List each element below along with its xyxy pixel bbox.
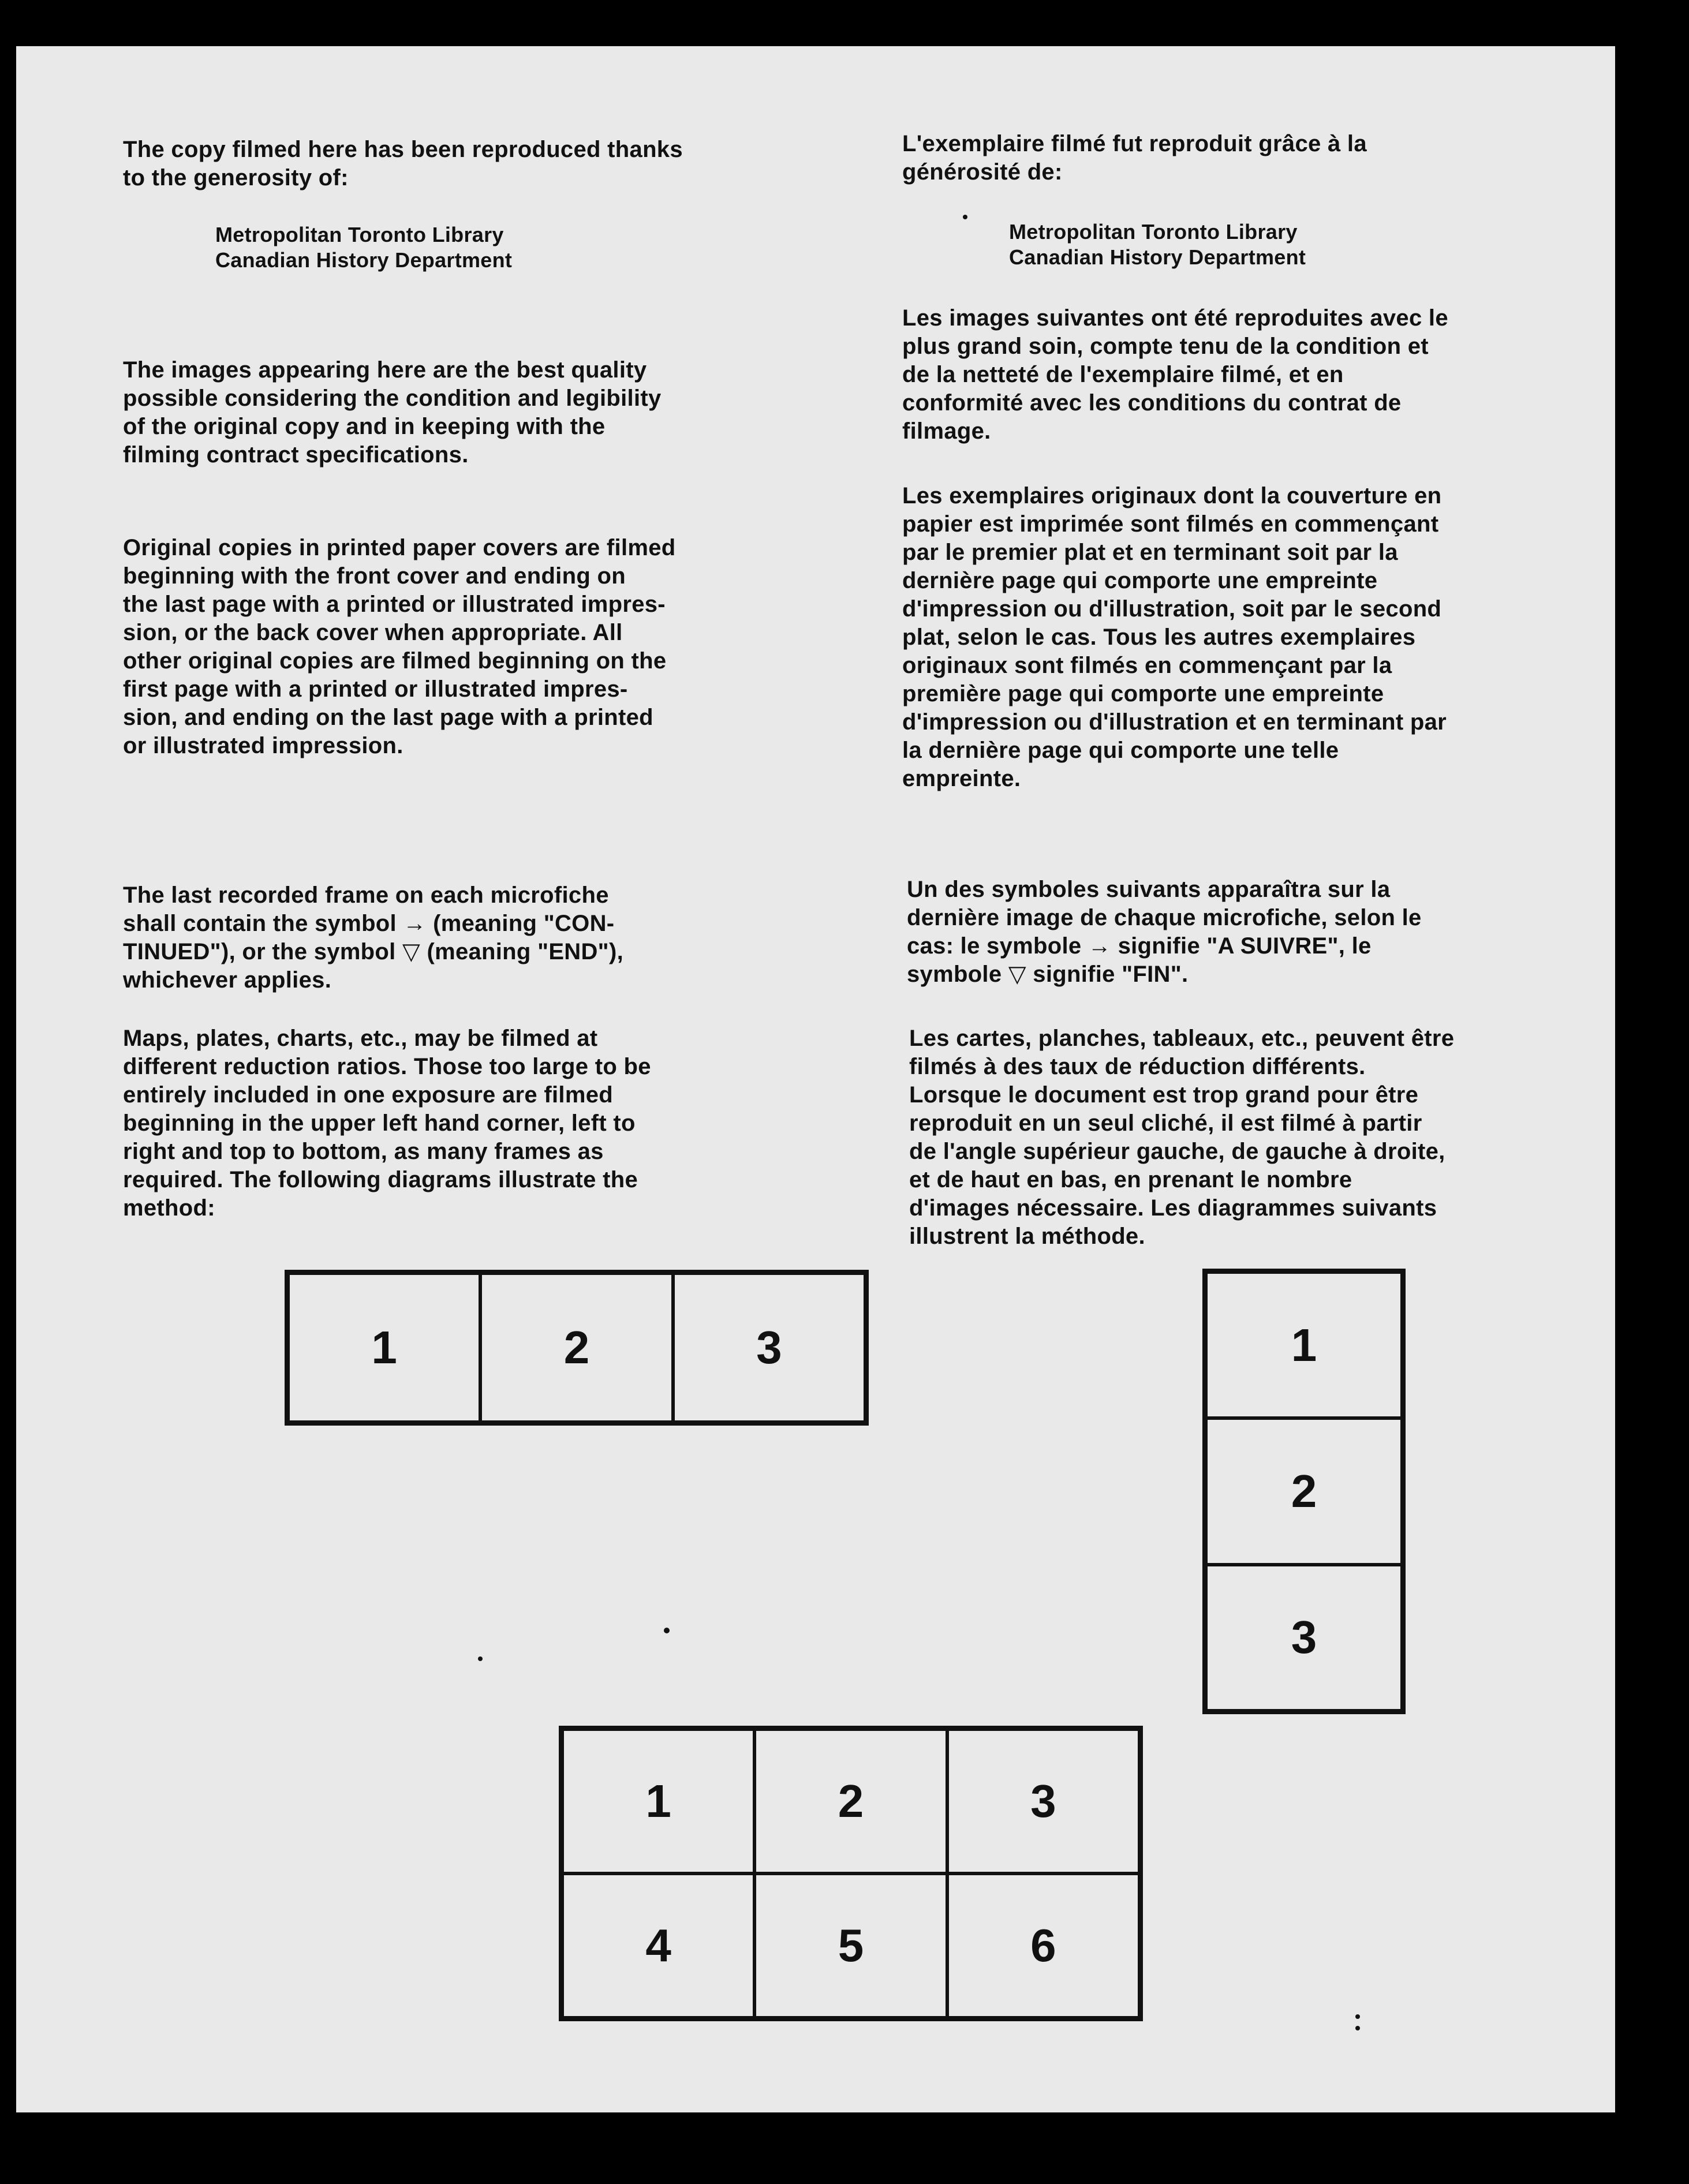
text-line: filmage.	[902, 418, 991, 444]
text-line: to the generosity of:	[123, 165, 349, 190]
frame-cell: 4	[562, 1873, 754, 2018]
text-line: whichever applies.	[123, 967, 332, 993]
text-line: Canadian History Department	[1009, 245, 1306, 269]
text-line: conformité avec les conditions du contrat de	[902, 390, 1402, 416]
text-span: symbole	[907, 962, 1008, 987]
frame-cell: 3	[1206, 1565, 1402, 1711]
scan-speck	[1355, 2026, 1360, 2030]
text-span: shall contain the symbol	[123, 911, 403, 936]
text-line: papier est imprimée sont filmés en commençant	[902, 511, 1439, 537]
frame-cell: 1	[288, 1273, 480, 1422]
scan-speck	[478, 1656, 483, 1661]
text-line: Original copies in printed paper covers are filmed	[123, 535, 676, 560]
text-line: d'impression ou d'illustration et en terminant par	[902, 709, 1447, 735]
library-credit-en	[123, 222, 937, 273]
maps-paragraph-fr	[909, 1024, 1602, 1251]
text-line: de l'angle supérieur gauche, de gauche à droite,	[909, 1139, 1445, 1164]
text-line: or illustrated impression.	[123, 733, 403, 758]
text-line: et de haut en bas, en prenant le nombre	[909, 1167, 1352, 1192]
continued-arrow-icon: →	[403, 911, 427, 936]
text-line: of the original copy and in keeping with the	[123, 414, 606, 439]
microfilm-page	[16, 46, 1615, 2112]
text-line: Les cartes, planches, tableaux, etc., peuvent être	[909, 1026, 1455, 1051]
frame-cell: 3	[947, 1729, 1139, 1873]
text-line: right and top to bottom, as many frames as	[123, 1139, 604, 1164]
text-line: entirely included in one exposure are filmed	[123, 1082, 613, 1108]
text-line: The last recorded frame on each microfiche	[123, 882, 609, 908]
text-line: la dernière page qui comporte une telle	[902, 738, 1339, 763]
text-line: d'impression ou d'illustration, soit par le second	[902, 596, 1442, 622]
frame-cell: 1	[1206, 1272, 1402, 1418]
text-span: signifie "FIN".	[1026, 962, 1189, 987]
text-line	[907, 932, 1600, 960]
text-line: method:	[123, 1195, 215, 1221]
maps-paragraph-en	[123, 1024, 844, 1222]
text-line: beginning in the upper left hand corner, left to	[123, 1110, 636, 1136]
text-line: different reduction ratios. Those too large to be	[123, 1054, 651, 1079]
text-line: dernière image de chaque microfiche, selon le	[907, 905, 1422, 930]
text-line: première page qui comporte une empreinte	[902, 681, 1384, 706]
text-line: reproduit en un seul cliché, il est filmé à partir	[909, 1110, 1422, 1136]
text-line: filmés à des taux de réduction différents.	[909, 1054, 1366, 1079]
text-line: par le premier plat et en terminant soit par la	[902, 540, 1398, 565]
text-line: Lorsque le document est trop grand pour être	[909, 1082, 1419, 1108]
text-line	[123, 938, 844, 966]
text-span: (meaning "CON-	[426, 911, 615, 936]
quality-paragraph-fr	[902, 304, 1595, 446]
text-line: the last page with a printed or illustrated impres-	[123, 592, 666, 617]
frame-cell: 3	[673, 1273, 865, 1422]
text-line: originaux sont filmés en commençant par la	[902, 653, 1392, 678]
text-line: The copy filmed here has been reproduced thanks	[123, 137, 683, 162]
symbol-paragraph-en	[123, 881, 844, 994]
text-line: illustrent la méthode.	[909, 1224, 1145, 1249]
text-line: Canadian History Department	[215, 248, 513, 272]
text-line: possible considering the condition and legibility	[123, 386, 662, 411]
text-line	[123, 910, 844, 938]
originals-paragraph-en	[123, 534, 844, 760]
frame-cell: 5	[754, 1873, 947, 2018]
text-line: other original copies are filmed beginning on the	[123, 648, 667, 674]
text-span: cas: le symbole	[907, 933, 1088, 959]
frame-cell: 2	[480, 1273, 672, 1422]
quality-paragraph-en	[123, 356, 844, 469]
symbol-paragraph-fr	[907, 876, 1600, 989]
text-line: plat, selon le cas. Tous les autres exemplaires	[902, 624, 1416, 650]
text-line	[907, 960, 1600, 989]
text-line: sion, or the back cover when appropriate. All	[123, 620, 623, 645]
text-line: Metropolitan Toronto Library	[1009, 220, 1298, 244]
end-triangle-icon: ▽	[1008, 962, 1026, 987]
text-line: empreinte.	[902, 766, 1021, 791]
text-line: de la netteté de l'exemplaire filmé, et en	[902, 362, 1344, 387]
text-span: (meaning "END"),	[420, 939, 623, 964]
continued-arrow-icon: →	[1088, 933, 1112, 959]
diagram-row-of-three	[285, 1270, 869, 1426]
text-line: générosité de:	[902, 159, 1063, 185]
text-line: sion, and ending on the last page with a printed	[123, 705, 653, 730]
text-line: first page with a printed or illustrated impres-	[123, 676, 628, 702]
text-span: signifie "A SUIVRE", le	[1111, 933, 1372, 959]
scan-speck	[664, 1628, 670, 1633]
scan-speck	[963, 215, 967, 219]
text-line: The images appearing here are the best quality	[123, 357, 647, 383]
text-line: Les images suivantes ont été reproduites avec le	[902, 305, 1448, 331]
text-line: d'images nécessaire. Les diagrammes suivants	[909, 1195, 1437, 1221]
text-line: required. The following diagrams illustrate the	[123, 1167, 638, 1192]
text-line: filming contract specifications.	[123, 442, 469, 468]
text-line: plus grand soin, compte tenu de la condition et	[902, 334, 1429, 359]
text-line: Un des symboles suivants apparaîtra sur la	[907, 877, 1391, 902]
text-line: beginning with the front cover and ending on	[123, 563, 626, 589]
diagram-grid-of-six	[559, 1726, 1143, 2021]
frame-cell: 2	[1206, 1418, 1402, 1564]
originals-paragraph-fr	[902, 482, 1595, 793]
thanks-paragraph-fr	[902, 130, 1595, 186]
text-line: Maps, plates, charts, etc., may be filmed at	[123, 1026, 598, 1051]
thanks-paragraph-en	[123, 136, 844, 192]
frame-cell: 2	[754, 1729, 947, 1873]
frame-cell: 1	[562, 1729, 754, 1873]
diagram-column-of-three	[1202, 1269, 1406, 1714]
text-line: dernière page qui comporte une empreinte	[902, 568, 1378, 593]
text-line: L'exemplaire filmé fut reproduit grâce à la	[902, 131, 1367, 156]
library-credit-fr	[902, 219, 1689, 270]
end-triangle-icon: ▽	[402, 939, 421, 964]
text-line: Les exemplaires originaux dont la couverture en	[902, 483, 1442, 508]
text-span: TINUED"), or the symbol	[123, 939, 402, 964]
text-line: Metropolitan Toronto Library	[215, 223, 504, 246]
scan-speck	[1355, 2014, 1360, 2019]
frame-cell: 6	[947, 1873, 1139, 2018]
